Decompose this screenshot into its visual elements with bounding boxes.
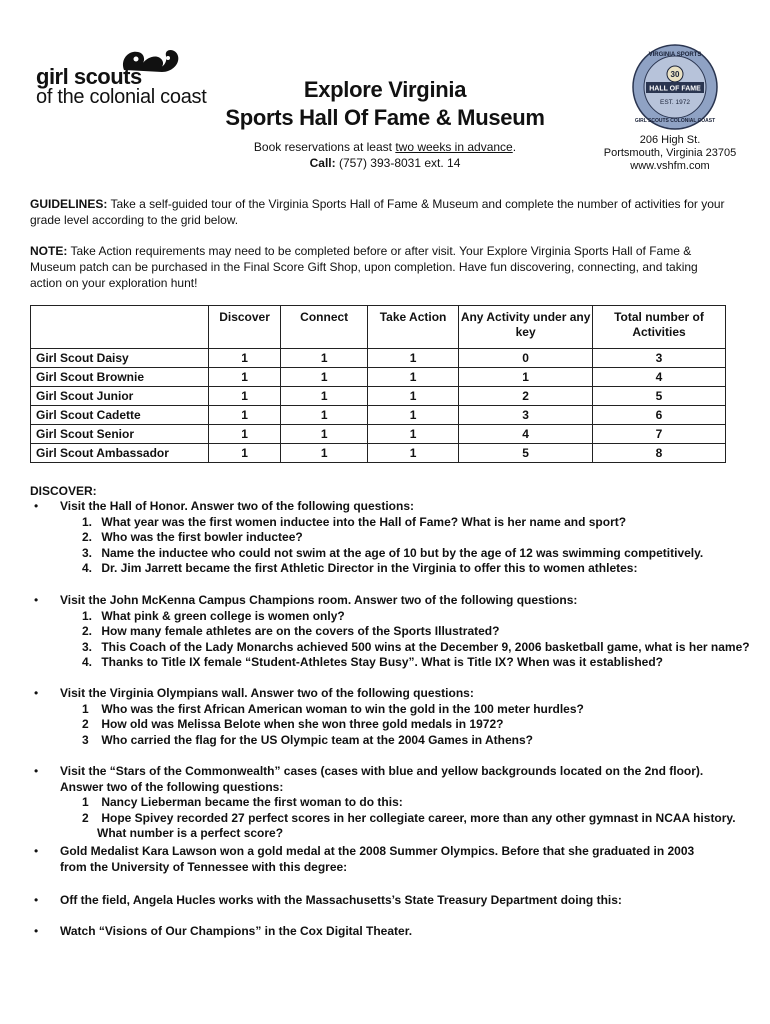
bullet-icon: • bbox=[34, 844, 39, 858]
address-city: Portsmouth, Virginia 23705 bbox=[603, 147, 737, 159]
question-list bbox=[82, 702, 762, 749]
seal-band: HALL OF FAME bbox=[649, 85, 701, 93]
table-row bbox=[31, 387, 726, 406]
museum-address bbox=[600, 134, 740, 173]
grid-cell: 1 bbox=[208, 387, 281, 406]
girl-scouts-logo bbox=[36, 46, 216, 110]
grid-cell: 3 bbox=[593, 349, 726, 368]
discover-item-text: Visit the Hall of Honor. Answer two of the following questions: bbox=[60, 499, 415, 513]
discover-item-text: Visit the Virginia Olympians wall. Answer two of the following questions: bbox=[60, 686, 474, 700]
grid-header-take-action: Take Action bbox=[367, 306, 458, 349]
grid-cell: 1 bbox=[281, 368, 368, 387]
address-street: 206 High St. bbox=[639, 134, 701, 146]
grid-cell: Girl Scout Cadette bbox=[31, 406, 209, 425]
seal-bottom-text: GIRL SCOUTS COLONIAL COAST bbox=[634, 118, 716, 124]
table-row bbox=[31, 368, 726, 387]
list-item: 3. Name the inductee who could not swim at the age of 10 but by the age of 12 was swimming competitively. bbox=[82, 545, 704, 560]
grid-cell: 1 bbox=[208, 349, 281, 368]
grid-cell: Girl Scout Ambassador bbox=[31, 444, 209, 463]
bullet-icon: • bbox=[34, 686, 39, 700]
booking-suffix: . bbox=[512, 140, 517, 154]
grid-cell: Girl Scout Junior bbox=[31, 387, 209, 406]
list-item: What number is a perfect score? bbox=[97, 826, 284, 840]
bullet-icon: • bbox=[34, 499, 39, 513]
address-website[interactable]: www.vshfm.com bbox=[630, 160, 710, 172]
call-number: (757) 393-8031 ext. 14 bbox=[335, 156, 461, 170]
logo-line-2: of the colonial coast bbox=[36, 86, 207, 108]
question-list bbox=[82, 609, 762, 671]
bullet-icon: • bbox=[34, 893, 39, 907]
grid-header-connect: Connect bbox=[281, 306, 368, 349]
grid-cell: 1 bbox=[281, 387, 368, 406]
question-list bbox=[82, 795, 762, 842]
grid-cell: Girl Scout Daisy bbox=[31, 349, 209, 368]
list-item: 2 How old was Melissa Belote when she won three gold medals in 1972? bbox=[82, 717, 504, 731]
discover-item-campus-champions bbox=[30, 593, 750, 673]
table-row bbox=[31, 349, 726, 368]
list-item: 4. Thanks to Title IX female “Student-Athletes Stay Busy”. What is Title IX? When was it established? bbox=[82, 655, 664, 669]
list-item: 1 Nancy Lieberman became the first woman to do this: bbox=[82, 795, 403, 809]
grid-header-any-activity: Any Activity under any key bbox=[459, 306, 593, 349]
grid-cell: 1 bbox=[367, 368, 458, 387]
grid-cell: Girl Scout Senior bbox=[31, 425, 209, 444]
grid-header-total: Total number of Activities bbox=[593, 306, 726, 349]
list-item: 4. Dr. Jim Jarrett became the first Athletic Director in the Virginia to offer this to women athletes: bbox=[82, 561, 638, 575]
discover-heading: DISCOVER: bbox=[30, 484, 97, 498]
list-item: 2. Who was the first bowler inductee? bbox=[82, 530, 303, 544]
guidelines-label: GUIDELINES: bbox=[30, 197, 108, 211]
grid-cell: 8 bbox=[593, 444, 726, 463]
grid-cell: 1 bbox=[281, 406, 368, 425]
note-paragraph bbox=[30, 243, 730, 291]
booking-advance: two weeks in advance bbox=[395, 140, 513, 154]
list-item: 1. What year was the first women inductee into the Hall of Fame? What is her name and sport? bbox=[82, 514, 627, 529]
discover-item-cox-theater bbox=[30, 924, 740, 942]
grid-cell: 3 bbox=[459, 406, 593, 425]
grid-cell: 1 bbox=[367, 387, 458, 406]
page-title bbox=[200, 76, 570, 132]
table-row bbox=[31, 406, 726, 425]
list-item: 2. How many female athletes are on the covers of the Sports Illustrated? bbox=[82, 624, 500, 638]
list-item: 2 Hope Spivey recorded 27 perfect scores in her collegiate career, more than any other gymnast in NCAA history. bbox=[82, 810, 736, 825]
logo-line-1: girl scouts bbox=[36, 64, 142, 89]
grid-cell: 5 bbox=[459, 444, 593, 463]
grid-cell: 1 bbox=[459, 368, 593, 387]
grid-cell: 1 bbox=[367, 406, 458, 425]
discover-item-text: Gold Medalist Kara Lawson won a gold medal at the 2008 Summer Olympics. Before that she graduated in 2003 bbox=[60, 844, 695, 858]
grid-cell: 6 bbox=[593, 406, 726, 425]
list-item: 1. What pink & green college is women only? bbox=[82, 608, 345, 623]
discover-item-text-2: Answer two of the following questions: bbox=[60, 779, 284, 794]
booking-line bbox=[200, 139, 570, 155]
discover-item-stars-commonwealth bbox=[30, 764, 740, 844]
grid-cell: 1 bbox=[208, 444, 281, 463]
grid-cell: 5 bbox=[593, 387, 726, 406]
grid-cell: 1 bbox=[281, 349, 368, 368]
grid-cell: 1 bbox=[281, 444, 368, 463]
booking-prefix: Book reservations at least bbox=[253, 140, 396, 154]
question-list bbox=[82, 515, 762, 577]
grid-cell: 1 bbox=[281, 425, 368, 444]
discover-item-kara-lawson bbox=[30, 844, 740, 878]
bullet-icon: • bbox=[34, 593, 39, 607]
booking-info bbox=[200, 139, 570, 171]
discover-item-text: Off the field, Angela Hucles works with the Massachusetts’s State Treasury Department doing this: bbox=[60, 893, 622, 907]
list-item: 3 Who carried the flag for the US Olympic team at the 2004 Games in Athens? bbox=[82, 732, 534, 747]
call-label: Call: bbox=[309, 156, 336, 170]
grid-cell: 1 bbox=[208, 368, 281, 387]
discover-item-text: Watch “Visions of Our Champions” in the Cox Digital Theater. bbox=[60, 924, 413, 938]
seal-top-text: VIRGINIA SPORTS bbox=[648, 52, 702, 58]
title-line-2: Sports Hall Of Fame & Museum bbox=[225, 105, 545, 130]
grid-header-discover: Discover bbox=[208, 306, 281, 349]
grid-cell: 1 bbox=[208, 425, 281, 444]
guidelines-paragraph bbox=[30, 196, 730, 228]
call-line bbox=[200, 155, 570, 171]
activity-grid bbox=[30, 305, 726, 463]
grid-cell: 0 bbox=[459, 349, 593, 368]
grid-cell: 7 bbox=[593, 425, 726, 444]
table-row bbox=[31, 444, 726, 463]
discover-item-text: Visit the John McKenna Campus Champions room. Answer two of the following questions: bbox=[60, 593, 578, 607]
grid-cell: 4 bbox=[593, 368, 726, 387]
note-label: NOTE: bbox=[30, 244, 68, 258]
bullet-icon: • bbox=[34, 924, 39, 938]
list-item: 3. This Coach of the Lady Monarchs achieved 500 wins at the December 9, 2006 basketball game, what is her name? bbox=[82, 639, 750, 654]
seal-est: EST. 1972 bbox=[660, 99, 690, 106]
hall-of-fame-seal bbox=[632, 44, 718, 130]
discover-item-text-2: from the University of Tennessee with this degree: bbox=[60, 859, 348, 874]
guidelines-text: Take a self-guided tour of the Virginia Sports Hall of Fame & Museum and complete the number of activities for your grade level according to the grid below. bbox=[30, 197, 725, 227]
grid-cell: 2 bbox=[459, 387, 593, 406]
grid-header-row bbox=[31, 306, 726, 349]
title-line-1: Explore Virginia bbox=[303, 77, 467, 102]
grid-cell: 4 bbox=[459, 425, 593, 444]
grid-cell: 1 bbox=[367, 444, 458, 463]
discover-item-olympians-wall bbox=[30, 686, 740, 750]
list-item: 1 Who was the first African American woman to win the gold in the 100 meter hurdles? bbox=[82, 701, 584, 716]
grid-header-level bbox=[31, 306, 209, 349]
bullet-icon: • bbox=[34, 764, 39, 778]
seal-number: 30 bbox=[670, 70, 680, 79]
grid-cell: 1 bbox=[208, 406, 281, 425]
grid-cell: 1 bbox=[367, 349, 458, 368]
grid-cell: 1 bbox=[367, 425, 458, 444]
table-row bbox=[31, 425, 726, 444]
discover-item-text: Visit the “Stars of the Commonwealth” cases (cases with blue and yellow backgrounds located on the 2nd floor). bbox=[60, 764, 704, 778]
note-text: Take Action requirements may need to be completed before or after visit. Your Explore Virginia Sports Hall of Fame & Museum patch can be purchased in the Final Score Gift Shop, upon completion. Have fun discovering, connecting, and taking action on your exploration hunt! bbox=[30, 244, 698, 290]
discover-item-angela-hucles bbox=[30, 893, 740, 911]
grid-cell: Girl Scout Brownie bbox=[31, 368, 209, 387]
discover-item-hall-of-honor bbox=[30, 499, 740, 579]
